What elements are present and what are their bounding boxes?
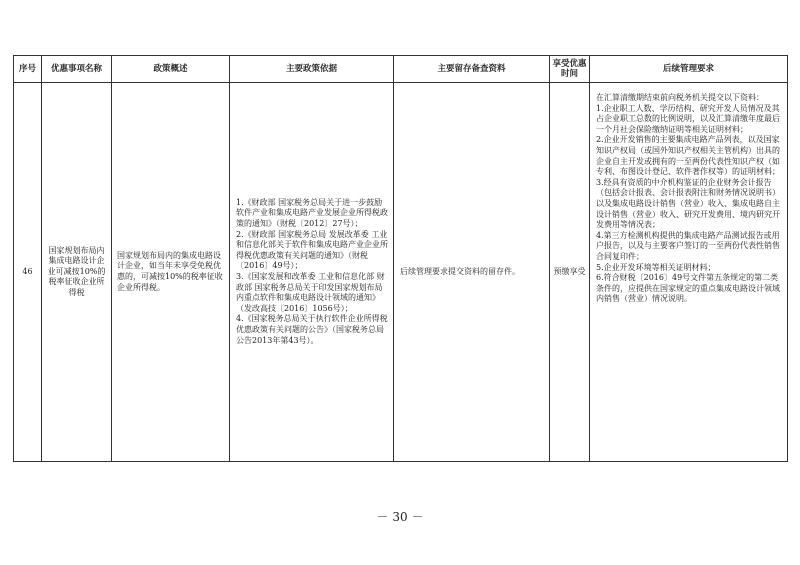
header-row <box>14 56 788 83</box>
header-basis: 主要政策依据 <box>230 56 394 83</box>
header-desc: 政策概述 <box>112 56 230 83</box>
basis-item: 4.《国家税务总局关于执行软件企业所得税优惠政策有关问题的公告》（国家税务总局公告2013年第43号）。 <box>236 314 388 345</box>
mgmt-item: 6.符合财税〔2016〕49号文件第五条规定的第二类条件的，应提供在国家规定的重点集成电路设计领域内销售（营业）情况说明。 <box>596 273 780 304</box>
mgmt-item: 3.经具有资质的中介机构鉴证的企业财务会计报告（包括会计报表、会计报表附注和财务情况说明书）以及集成电路设计销售（营业）收入、集成电路自主设计销售（营业）收入、研究开发费用、境内研究开发费用等情况表； <box>596 177 780 230</box>
header-docs: 主要留存备查资料 <box>394 56 550 83</box>
policy-basis <box>230 83 394 462</box>
item-name: 国家规划布局内集成电路设计企业可减按10%的税率征收企业所得税 <box>42 83 112 462</box>
mgmt-item: 5.企业开发环境等相关证明材料； <box>596 262 716 272</box>
policy-summary: 国家规划布局内的集成电路设计企业，如当年未享受免税优惠的，可减按10%的税率征收企业所得税。 <box>112 83 230 462</box>
retained-documents: 后续管理要求提交资料的留存件。 <box>394 83 550 462</box>
table-row <box>14 83 788 462</box>
page-number: － 30 － <box>376 510 424 524</box>
benefit-time: 预缴享受 <box>550 83 590 462</box>
basis-item: 3.《国家发展和改革委 工业和信息化部 财政部 国家税务总局关于印发国家规划布局内重点软件和集成电路设计领域的通知》（发改高技〔2016〕1056号）； <box>236 272 385 313</box>
mgmt-item: 在汇算清缴期结束前向税务机关提交以下资料： <box>596 93 764 102</box>
header-mgmt: 后续管理要求 <box>590 56 788 83</box>
mgmt-item: 1.企业职工人数、学历结构、研究开发人员情况及其占企业职工总数的比例说明，以及汇算清缴年度最后一个月社会保险缴纳证明等相关证明材料； <box>596 103 780 134</box>
policy-table <box>13 55 788 462</box>
basis-item: 1.《财政部 国家税务总局关于进一步鼓励软件产业和集成电路产业发展企业所得税政策的通知》（财税〔2012〕27号）； <box>236 197 388 229</box>
header-time: 享受优惠时间 <box>550 56 590 83</box>
header-num: 序号 <box>14 56 42 83</box>
mgmt-item: 2.企业开发销售的主要集成电路产品列表，以及国家知识产权局（或国外知识产权相关主管机构）出具的企业自主开发或拥有的一至两份代表性知识产权（如专利、布图设计登记、软件著作权等）的证明材料； <box>596 135 780 177</box>
mgmt-item: 4.第三方检测机构提供的集成电路产品测试报告或用户报告，以及与主要客户签订的一至两份代表性销售合同复印件； <box>596 230 780 261</box>
follow-up-requirements <box>590 83 788 462</box>
header-name: 优惠事项名称 <box>42 56 112 83</box>
basis-item: 2.《财政部 国家税务总局 发展改革委 工业和信息化部关于软件和集成电路产业企业所得税优惠政策有关问题的通知》（财税〔2016〕49号）； <box>236 229 388 271</box>
row-number: 46 <box>14 83 42 462</box>
